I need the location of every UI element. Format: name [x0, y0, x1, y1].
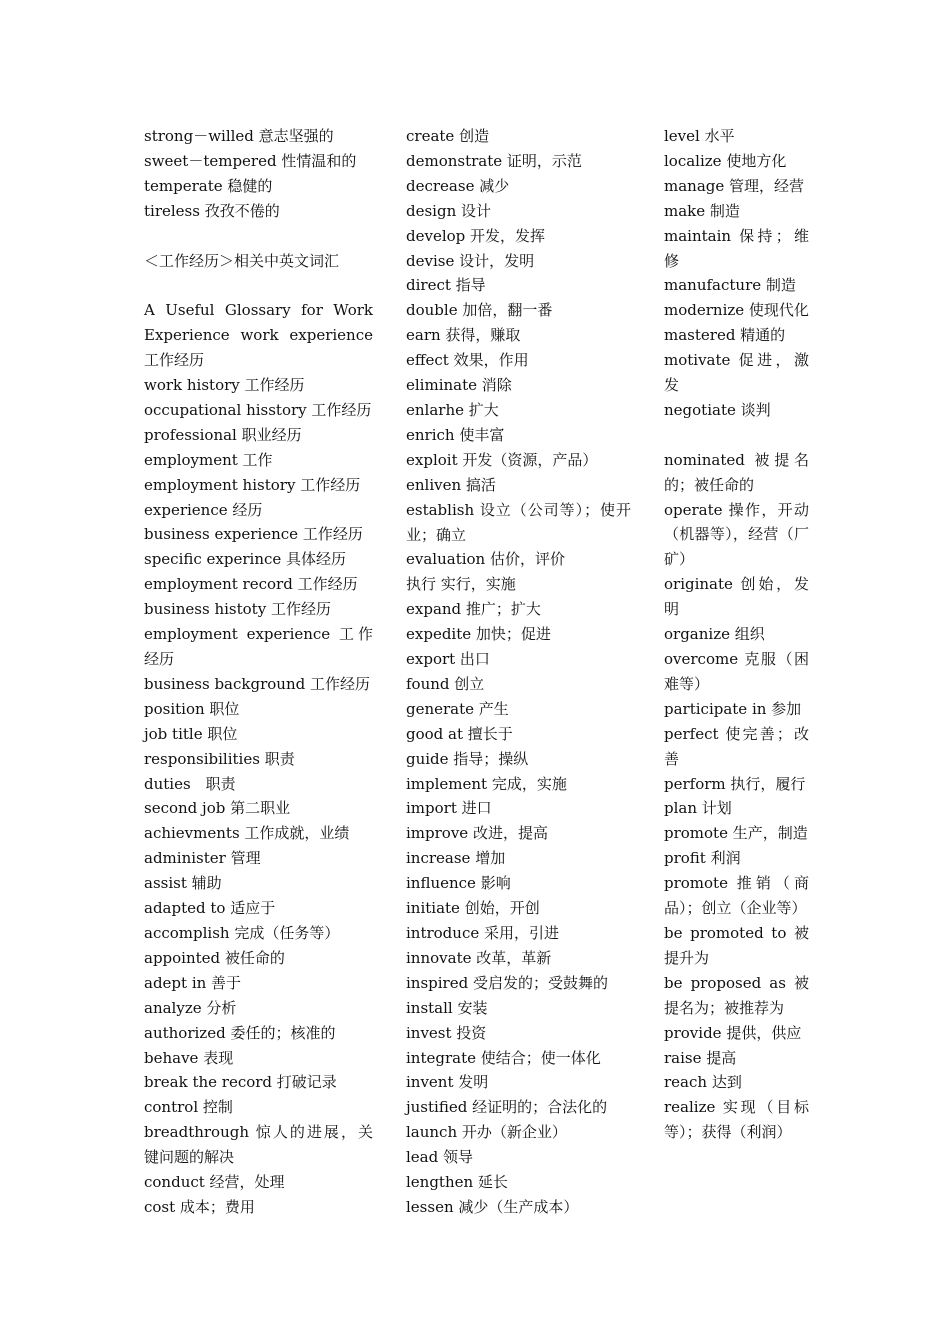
glossary-entry: specific experince 具体经历: [144, 550, 347, 569]
glossary-entry: responsibilities 职责: [144, 749, 295, 768]
glossary-entry: effect 效果，作用: [406, 351, 529, 370]
glossary-entry: expand 推广；扩大: [406, 600, 541, 619]
glossary-entry: promote 生产，制造: [664, 824, 808, 843]
glossary-entry: originate 创始，发明: [664, 575, 809, 619]
glossary-entry: administer 管理: [144, 849, 261, 868]
glossary-entry: enliven 搞活: [406, 475, 496, 494]
glossary-entry: breadthrough 惊人的进展，关键问题的解决: [144, 1123, 373, 1167]
glossary-entry: control 控制: [144, 1098, 233, 1117]
glossary-entry: launch 开办（新企业）: [406, 1123, 567, 1142]
glossary-entry: install 安装: [406, 998, 488, 1017]
glossary-entry: accomplish 完成（任务等）: [144, 923, 340, 942]
column-1: [144, 124, 373, 1220]
glossary-entry: conduct 经营，处理: [144, 1173, 285, 1192]
glossary-entry: direct 指导: [406, 276, 486, 295]
glossary-entry: lessen 减少（生产成本）: [406, 1197, 579, 1216]
glossary-entry: perfect 使完善；改善: [664, 724, 809, 768]
glossary-entry: reach 达到: [664, 1073, 742, 1092]
glossary-entry: manage 管理，经营: [664, 176, 805, 195]
glossary-entry: enlarhe 扩大: [406, 400, 499, 419]
glossary-entry: business background 工作经历: [144, 674, 370, 693]
glossary-entry: good at 擅长于: [406, 724, 513, 743]
glossary-entry: nominated 被提名的；被任命的: [664, 450, 809, 494]
blank-line: [144, 224, 373, 249]
glossary-entry: participate in 参加: [664, 699, 802, 718]
glossary-entry: behave 表现: [144, 1048, 234, 1067]
glossary-entry: implement 完成，实施: [406, 774, 567, 793]
column-2: [406, 124, 631, 1220]
glossary-entry: generate 产生: [406, 699, 509, 718]
glossary-entry: import 进口: [406, 799, 492, 818]
glossary-entry: profit 利润: [664, 849, 741, 868]
glossary-entry: temperate 稳健的: [144, 176, 273, 195]
glossary-entry: manufacture 制造: [664, 276, 796, 295]
glossary-entry: be proposed as 被提名为；被推荐为: [664, 973, 809, 1017]
glossary-entry: design 设计: [406, 201, 492, 220]
glossary-entry: lead 领导: [406, 1148, 473, 1167]
glossary-entry: cost 成本；费用: [144, 1197, 255, 1216]
glossary-entry: assist 辅助: [144, 874, 222, 893]
glossary-entry: devise 设计，发明: [406, 251, 535, 270]
glossary-entry: appointed 被任命的: [144, 948, 285, 967]
glossary-entry: adept in 善于: [144, 973, 242, 992]
glossary-entry: promote 推销（商品）；创立（企业等）: [664, 874, 809, 918]
blank-line: [664, 423, 809, 448]
glossary-entry: double 加倍，翻一番: [406, 301, 553, 320]
glossary-entry: initiate 创始，开创: [406, 899, 540, 918]
glossary-entry: enrich 使丰富: [406, 425, 505, 444]
glossary-entry: guide 指导；操纵: [406, 749, 529, 768]
glossary-entry: operate 操作，开动（机器等），经营（厂矿）: [664, 500, 809, 569]
blank-line: [144, 273, 373, 298]
glossary-entry: influence 影响: [406, 874, 511, 893]
glossary-entry: invent 发明: [406, 1073, 489, 1092]
glossary-entry: sweet－tempered 性情温和的: [144, 151, 357, 170]
glossary-entry: tireless 孜孜不倦的: [144, 201, 280, 220]
glossary-entry: authorized 委任的；核准的: [144, 1023, 336, 1042]
glossary-entry: maintain 保持；维修: [664, 226, 809, 270]
glossary-entry: work history 工作经历: [144, 376, 305, 395]
glossary-entry: earn 获得，赚取: [406, 326, 521, 345]
glossary-entry: 执行 实行，实施: [406, 575, 516, 594]
glossary-entry: develop 开发，发挥: [406, 226, 546, 245]
glossary-entry: make 制造: [664, 201, 740, 220]
glossary-entry: job title 职位: [144, 724, 238, 743]
glossary-entry: increase 增加: [406, 849, 506, 868]
glossary-entry: adapted to 适应于: [144, 899, 276, 918]
glossary-entry: second job 第二职业: [144, 799, 291, 818]
glossary-entry: found 创立: [406, 674, 485, 693]
glossary-entry: employment 工作: [144, 450, 273, 469]
glossary-entry: break the record 打破记录: [144, 1073, 337, 1092]
glossary-entry: modernize 使现代化: [664, 301, 809, 320]
glossary-entry: integrate 使结合；使一体化: [406, 1048, 601, 1067]
glossary-entry: invest 投资: [406, 1023, 487, 1042]
glossary-entry: introduce 采用，引进: [406, 924, 559, 942]
glossary-entry: justified 经证明的；合法化的: [406, 1098, 608, 1117]
glossary-entry: create 创造: [406, 127, 490, 145]
glossary-entry: realize 实现（目标等）；获得（利润）: [664, 1098, 809, 1142]
glossary-entry: evaluation 估价，评价: [406, 550, 565, 569]
glossary-entry: motivate 促进，激发: [664, 351, 809, 395]
glossary-entry: innovate 改革，革新: [406, 948, 552, 967]
glossary-entry: employment record 工作经历: [144, 575, 358, 594]
glossary-entry: be promoted to 被提升为: [664, 923, 809, 967]
glossary-entry: duties 职责: [144, 774, 236, 793]
glossary-entry: decrease 减少: [406, 176, 510, 195]
glossary-entry: level 水平: [664, 127, 735, 145]
glossary-entry: improve 改进，提高: [406, 824, 548, 843]
glossary-entry: professional 职业经历: [144, 425, 302, 444]
glossary-entry: organize 组织: [664, 625, 765, 644]
glossary-entry: lengthen 延长: [406, 1173, 508, 1192]
glossary-entry: perform 执行，履行: [664, 774, 806, 793]
glossary-entry: business experience 工作经历: [144, 525, 363, 544]
glossary-entry: business histoty 工作经历: [144, 600, 331, 619]
glossary-entry: experience 经历: [144, 500, 263, 519]
glossary-entry: analyze 分析: [144, 998, 237, 1017]
glossary-entry: negotiate 谈判: [664, 400, 771, 419]
glossary-entry: export 出口: [406, 650, 490, 669]
glossary-entry: mastered 精通的: [664, 326, 786, 345]
glossary-entry: demonstrate 证明，示范: [406, 151, 582, 170]
glossary-entry: provide 提供，供应: [664, 1023, 802, 1042]
glossary-entry: strong－willed 意志坚强的: [144, 127, 334, 145]
glossary-entry: establish 设立（公司等）；使开业；确立: [406, 500, 631, 544]
glossary-entry: plan 计划: [664, 799, 732, 818]
glossary-entry: raise 提高: [664, 1048, 737, 1067]
glossary-entry: eliminate 消除: [406, 376, 512, 395]
column-3: [664, 124, 809, 1145]
glossary-entry: exploit 开发（资源，产品）: [406, 450, 598, 469]
glossary-entry: position 职位: [144, 699, 240, 718]
glossary-entry: employment history 工作经历: [144, 475, 361, 494]
glossary-entry: inspired 受启发的；受鼓舞的: [406, 973, 608, 992]
glossary-entry: employment experience 工作经历: [144, 625, 373, 668]
glossary-entry: ＜工作经历＞相关中英文词汇: [144, 251, 340, 270]
glossary-entry: expedite 加快；促进: [406, 625, 551, 644]
glossary-entry: overcome 克服（困难等）: [664, 650, 809, 693]
glossary-entry: localize 使地方化: [664, 151, 787, 170]
glossary-entry: A Useful Glossary for Work Experience work experience 工作经历: [144, 301, 373, 370]
glossary-entry: achievments 工作成就，业绩: [144, 824, 350, 843]
glossary-entry: occupational hisstory 工作经历: [144, 400, 372, 419]
